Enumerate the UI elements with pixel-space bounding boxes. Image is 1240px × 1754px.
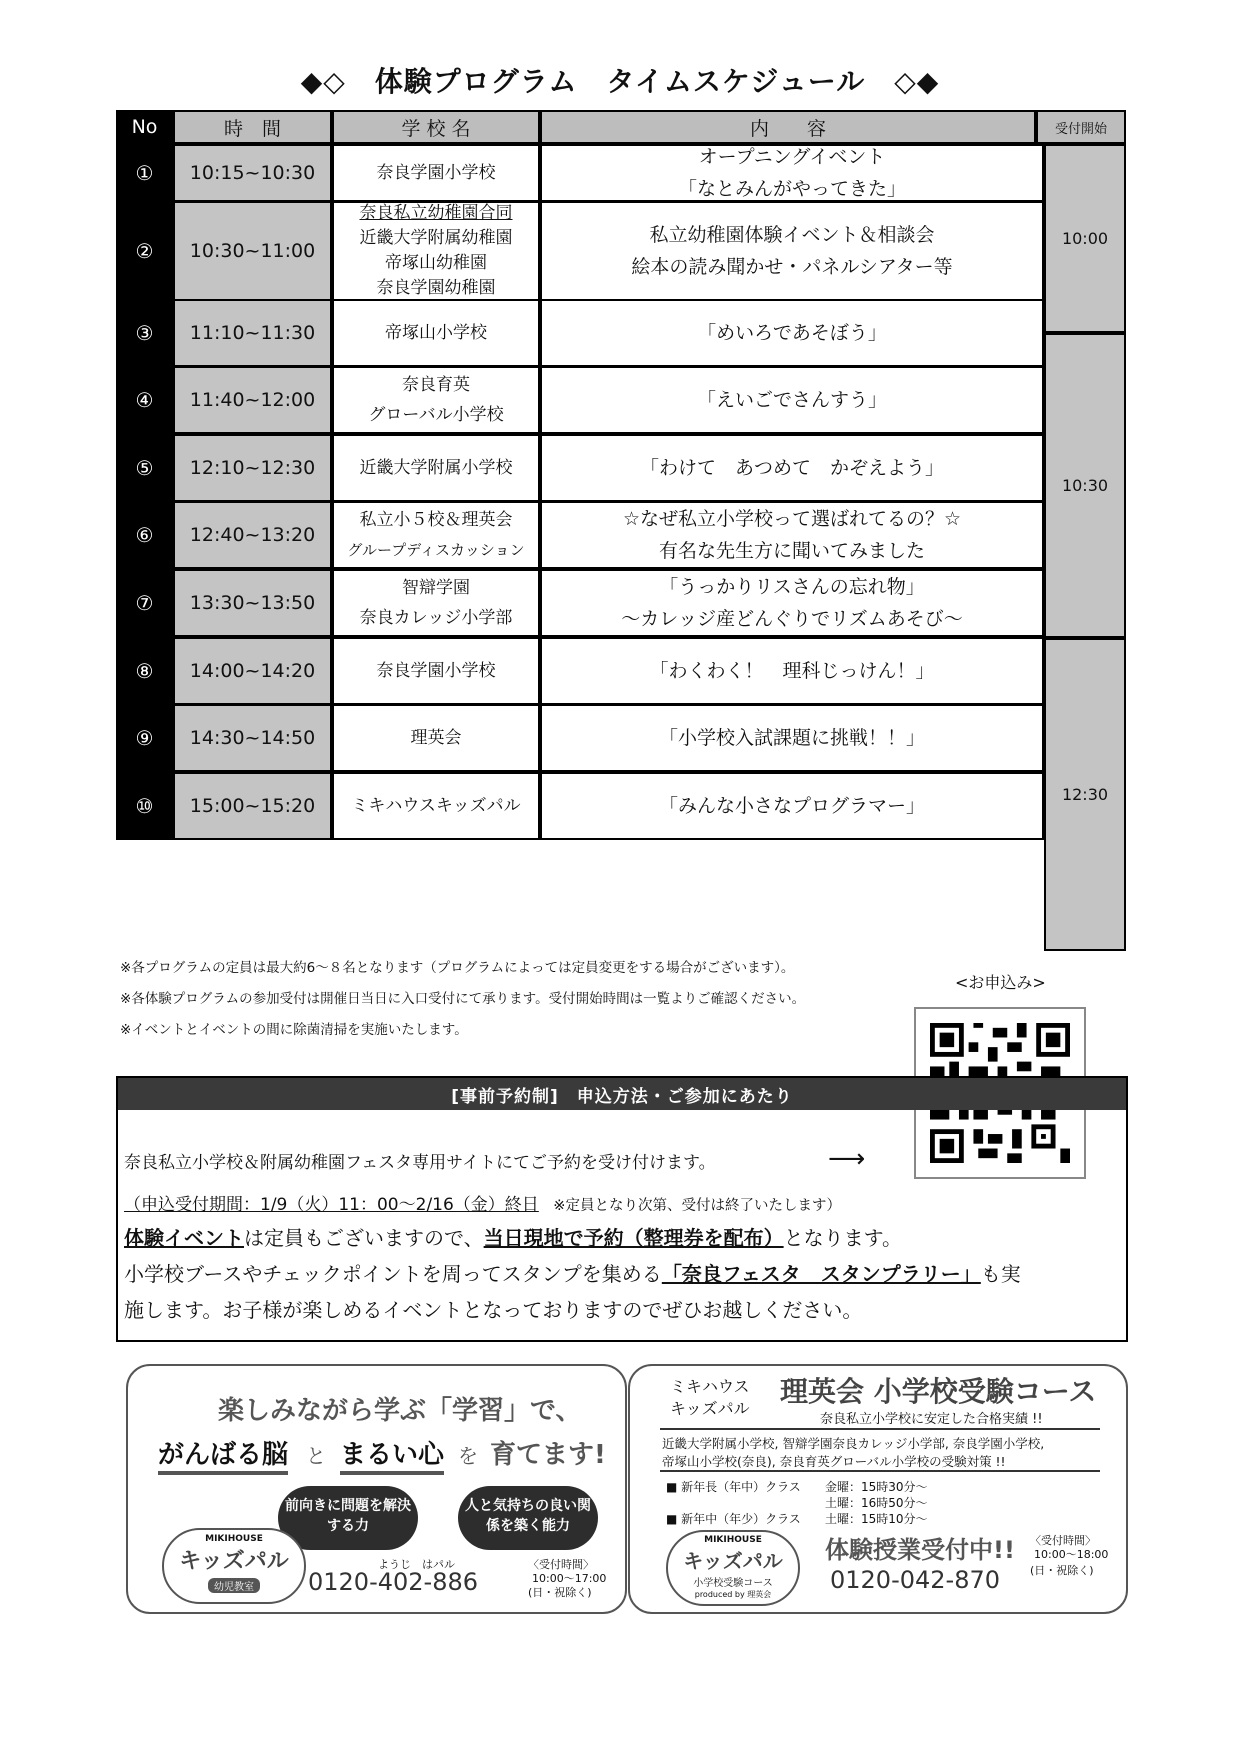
- course-tagline: 奈良私立小学校に安定した合格実績 !!: [820, 1412, 1043, 1427]
- school-name: 智辯学園: [402, 578, 470, 598]
- ad-headline: 楽しみながら学ぶ「学習」で、: [218, 1396, 582, 1426]
- period-note: ※定員となり次第、受付は終了いたします）: [538, 1198, 841, 1214]
- phone-number[interactable]: 0120-402-886: [308, 1568, 479, 1596]
- time-text: 15:00~15:20: [189, 795, 316, 817]
- reservation-line: 施します。お子様が楽しめるイベントとなっておりますのでぜひお越しください。: [124, 1298, 863, 1322]
- row-time: [173, 637, 332, 705]
- hours: 10:00～18:00: [1034, 1548, 1109, 1561]
- row-number: [116, 772, 173, 840]
- course-title: 理英会 小学校受験コース: [780, 1375, 1097, 1408]
- school-name: 奈良学園小学校: [376, 661, 496, 681]
- reservation-line: [124, 1222, 902, 1251]
- logo-by: produced by 理英会: [694, 1590, 772, 1599]
- row-school: [332, 299, 540, 367]
- period-text: （申込受付期間：1/9（火）11：00～2/16（金）終日: [124, 1195, 539, 1215]
- school-name: 奈良育英: [402, 375, 470, 395]
- content-line: ～カレッジ産どんぐりでリズムあそび～: [621, 608, 963, 630]
- application-period: [124, 1190, 841, 1215]
- text-span: となります。: [783, 1226, 903, 1250]
- logo-main: キッズパル: [179, 1549, 289, 1574]
- time-text: 11:10~11:30: [189, 322, 316, 344]
- hours-label: 〈受付時間〉: [528, 1558, 594, 1571]
- row-number-text: ③: [135, 321, 154, 345]
- row-time: [173, 434, 332, 502]
- school-name: 帝塚山小学校: [385, 323, 487, 343]
- row-number-text: ⑥: [135, 523, 154, 547]
- emphasis-text: 「奈良フェスタ スタンプラリー」: [661, 1262, 981, 1286]
- hours-label: 〈受付時間〉: [1030, 1534, 1096, 1547]
- content-line: オープニングイベント: [698, 146, 886, 168]
- content-line: 「小学校入試課題に挑戦！！」: [658, 727, 925, 749]
- row-number: [116, 366, 173, 434]
- school-name: 近畿大学附属幼稚園: [359, 228, 513, 248]
- trial-lesson: 体験授業受付中!!: [825, 1536, 1015, 1564]
- apply-label: <お申込み>: [955, 973, 1046, 992]
- header-content: 内 容: [540, 110, 1036, 144]
- row-school: [332, 434, 540, 502]
- notes: [120, 953, 805, 1046]
- row-content: [540, 144, 1044, 202]
- class-name: ■ 新年中（年少）クラス: [666, 1512, 801, 1526]
- class-time: 土曜：16時50分～: [825, 1496, 928, 1510]
- school-name: 近畿大学附属小学校: [359, 458, 513, 478]
- ad-word: がんばる脳: [158, 1434, 288, 1475]
- time-text: 12:40~13:20: [189, 524, 316, 546]
- row-content: [540, 501, 1044, 569]
- row-content: [540, 772, 1044, 840]
- row-time: [173, 201, 332, 301]
- phone-ruby: ようじ はパル: [378, 1558, 455, 1571]
- school-name: 奈良カレッジ小学部: [359, 608, 513, 628]
- emphasis-text: 体験イベント: [124, 1226, 244, 1250]
- note-item: ※各体験プログラムの参加受付は開催日当日に入口受付にて承ります。受付開始時間は一覧よりご確認ください。: [120, 991, 806, 1007]
- reservation-header: [事前予約制] 申込方法・ご参加にあたり: [118, 1078, 1126, 1110]
- header-time: 時 間: [173, 110, 332, 144]
- emphasis-text: 当日現地で予約（整理券を配布）: [483, 1226, 784, 1250]
- logo-top: MIKIHOUSE: [704, 1535, 762, 1545]
- row-number-text: ⑩: [135, 794, 154, 818]
- divider: [660, 1428, 1100, 1430]
- school-name: 奈良学園小学校: [376, 163, 496, 183]
- time-text: 10:15~10:30: [189, 162, 316, 184]
- content-line: 有名な先生方に聞いてみました: [658, 540, 925, 562]
- ad-kidspal: [126, 1364, 627, 1614]
- reservation-line: 奈良私立小学校＆附属幼稚園フェスタ専用サイトにてご予約を受け付けます。: [124, 1153, 716, 1173]
- row-school: [332, 144, 540, 202]
- ad-word: 育てます!: [490, 1440, 606, 1470]
- time-text: 14:30~14:50: [189, 727, 316, 749]
- content-line: 「みんな小さなプログラマー」: [658, 795, 925, 817]
- content-line: 「わくわく！ 理科じっけん！」: [649, 660, 935, 682]
- logo-main: キッズパル: [683, 1549, 783, 1573]
- time-text: 13:30~13:50: [189, 592, 316, 614]
- ad-cloud: 前向きに問題を解決する力: [278, 1486, 418, 1550]
- content-line: 「わけて あつめて かぞえよう」: [639, 457, 944, 479]
- row-number: [116, 434, 173, 502]
- row-school: [332, 569, 540, 637]
- note-item: ※各プログラムの定員は最大約6～８名となります（プログラムによっては定員変更をする場合がございます）。: [120, 960, 795, 976]
- row-number-text: ⑦: [135, 591, 154, 615]
- kidspal-logo: [162, 1528, 306, 1604]
- note-item: ※イベントとイベントの間に除菌清掃を実施いたします。: [120, 1022, 468, 1038]
- row-time: [173, 299, 332, 367]
- ad-word: と: [306, 1444, 326, 1468]
- school-name: 奈良私立幼稚園合同: [359, 203, 513, 223]
- row-number-text: ②: [135, 239, 154, 263]
- brand-line: ミキハウス: [670, 1377, 750, 1396]
- row-school: [332, 366, 540, 434]
- school-name: グループディスカッション: [347, 541, 525, 559]
- content-line: 「めいろであそぼう」: [697, 322, 887, 344]
- logo-sub: 小学校受験コース: [693, 1578, 773, 1589]
- row-content: [540, 637, 1044, 705]
- time-text: 10:30~11:00: [189, 240, 316, 262]
- kidspal-course-logo: [666, 1530, 800, 1606]
- row-number-text: ①: [135, 161, 154, 185]
- row-content: [540, 434, 1044, 502]
- logo-sub: 幼児教室: [208, 1578, 260, 1593]
- reception-time: 10:00: [1044, 144, 1126, 333]
- row-number-text: ⑨: [135, 726, 154, 750]
- brand-line: キッズパル: [670, 1399, 750, 1418]
- hours: 10:00～17:00: [532, 1572, 607, 1585]
- content-line: 「えいごでさんすう」: [696, 389, 887, 411]
- content-line: 私立幼稚園体験イベント＆相談会: [649, 224, 935, 246]
- header-reception: 受付開始: [1036, 110, 1126, 144]
- school-name: 帝塚山幼稚園: [385, 253, 487, 273]
- reservation-line: [124, 1258, 1021, 1287]
- ad-word: を: [458, 1444, 478, 1468]
- time-text: 14:00~14:20: [189, 660, 316, 682]
- row-number: [116, 299, 173, 367]
- closed-days: (日・祝除く): [1030, 1564, 1094, 1577]
- reception-time: 12:30: [1044, 638, 1126, 951]
- row-time: [173, 772, 332, 840]
- header-no: No: [116, 110, 173, 144]
- row-content: [540, 569, 1044, 637]
- row-number: [116, 704, 173, 772]
- schedule-table: [116, 110, 1126, 952]
- row-number: [116, 144, 173, 202]
- arrow-right-icon: ⟶: [828, 1144, 866, 1174]
- row-number: [116, 569, 173, 637]
- time-text: 12:10~12:30: [189, 457, 316, 479]
- content-line: 「うっかりリスさんの忘れ物」: [659, 576, 925, 598]
- row-school: [332, 637, 540, 705]
- row-school: [332, 704, 540, 772]
- class-name: ■ 新年長（年中）クラス: [666, 1480, 801, 1494]
- row-school: [332, 501, 540, 569]
- reservation-box: [116, 1076, 1128, 1342]
- content-line: 「なとみんがやってきた」: [677, 178, 906, 200]
- row-school: [332, 772, 540, 840]
- ad-cloud: 人と気持ちの良い関係を築く能力: [458, 1486, 598, 1550]
- school-name: ミキハウスキッズパル: [351, 796, 521, 816]
- row-time: [173, 704, 332, 772]
- reception-time: 10:30: [1044, 333, 1126, 638]
- header-school: 学 校 名: [332, 110, 540, 144]
- page-title: ◆◇ 体験プログラム タイムスケジュール ◇◆: [300, 65, 940, 98]
- ad-riekai: [628, 1364, 1128, 1614]
- logo-top: MIKIHOUSE: [205, 1534, 263, 1544]
- row-number-text: ④: [135, 388, 154, 412]
- text-span: は定員もございますので、: [244, 1226, 484, 1250]
- row-number: [116, 501, 173, 569]
- school-name: 理英会: [410, 728, 462, 748]
- row-time: [173, 366, 332, 434]
- row-content: [540, 201, 1044, 301]
- text-span: 小学校ブースやチェックポイントを周ってスタンプを集める: [124, 1262, 662, 1286]
- row-time: [173, 501, 332, 569]
- row-number: [116, 637, 173, 705]
- row-time: [173, 144, 332, 202]
- row-content: [540, 704, 1044, 772]
- ad-word: まるい心: [340, 1434, 444, 1475]
- row-school: [332, 201, 540, 301]
- closed-days: (日・祝除く): [528, 1586, 592, 1599]
- target-schools: 帝塚山小学校(奈良), 奈良育英グローバル小学校の受験対策 !!: [662, 1454, 1006, 1469]
- class-time: 金曜：15時30分～: [825, 1480, 928, 1494]
- content-line: ☆なぜ私立小学校って選ばれてるの？☆: [622, 508, 962, 530]
- divider: [660, 1470, 1100, 1472]
- row-number-text: ⑤: [135, 456, 154, 480]
- row-content: [540, 366, 1044, 434]
- school-name: 奈良学園幼稚園: [376, 278, 496, 298]
- class-time: 土曜：15時10分～: [825, 1512, 928, 1526]
- row-content: [540, 299, 1044, 367]
- phone-number[interactable]: 0120-042-870: [830, 1566, 1001, 1594]
- content-line: 絵本の読み聞かせ・パネルシアター等: [631, 256, 953, 278]
- target-schools: 近畿大学附属小学校, 智辯学園奈良カレッジ小学部, 奈良学園小学校,: [662, 1436, 1045, 1451]
- school-name: グローバル小学校: [368, 405, 504, 425]
- row-number-text: ⑧: [135, 659, 154, 683]
- time-text: 11:40~12:00: [189, 389, 316, 411]
- row-number: [116, 201, 173, 301]
- text-span: も実: [980, 1262, 1021, 1286]
- row-time: [173, 569, 332, 637]
- school-name: 私立小５校＆理英会: [359, 510, 513, 530]
